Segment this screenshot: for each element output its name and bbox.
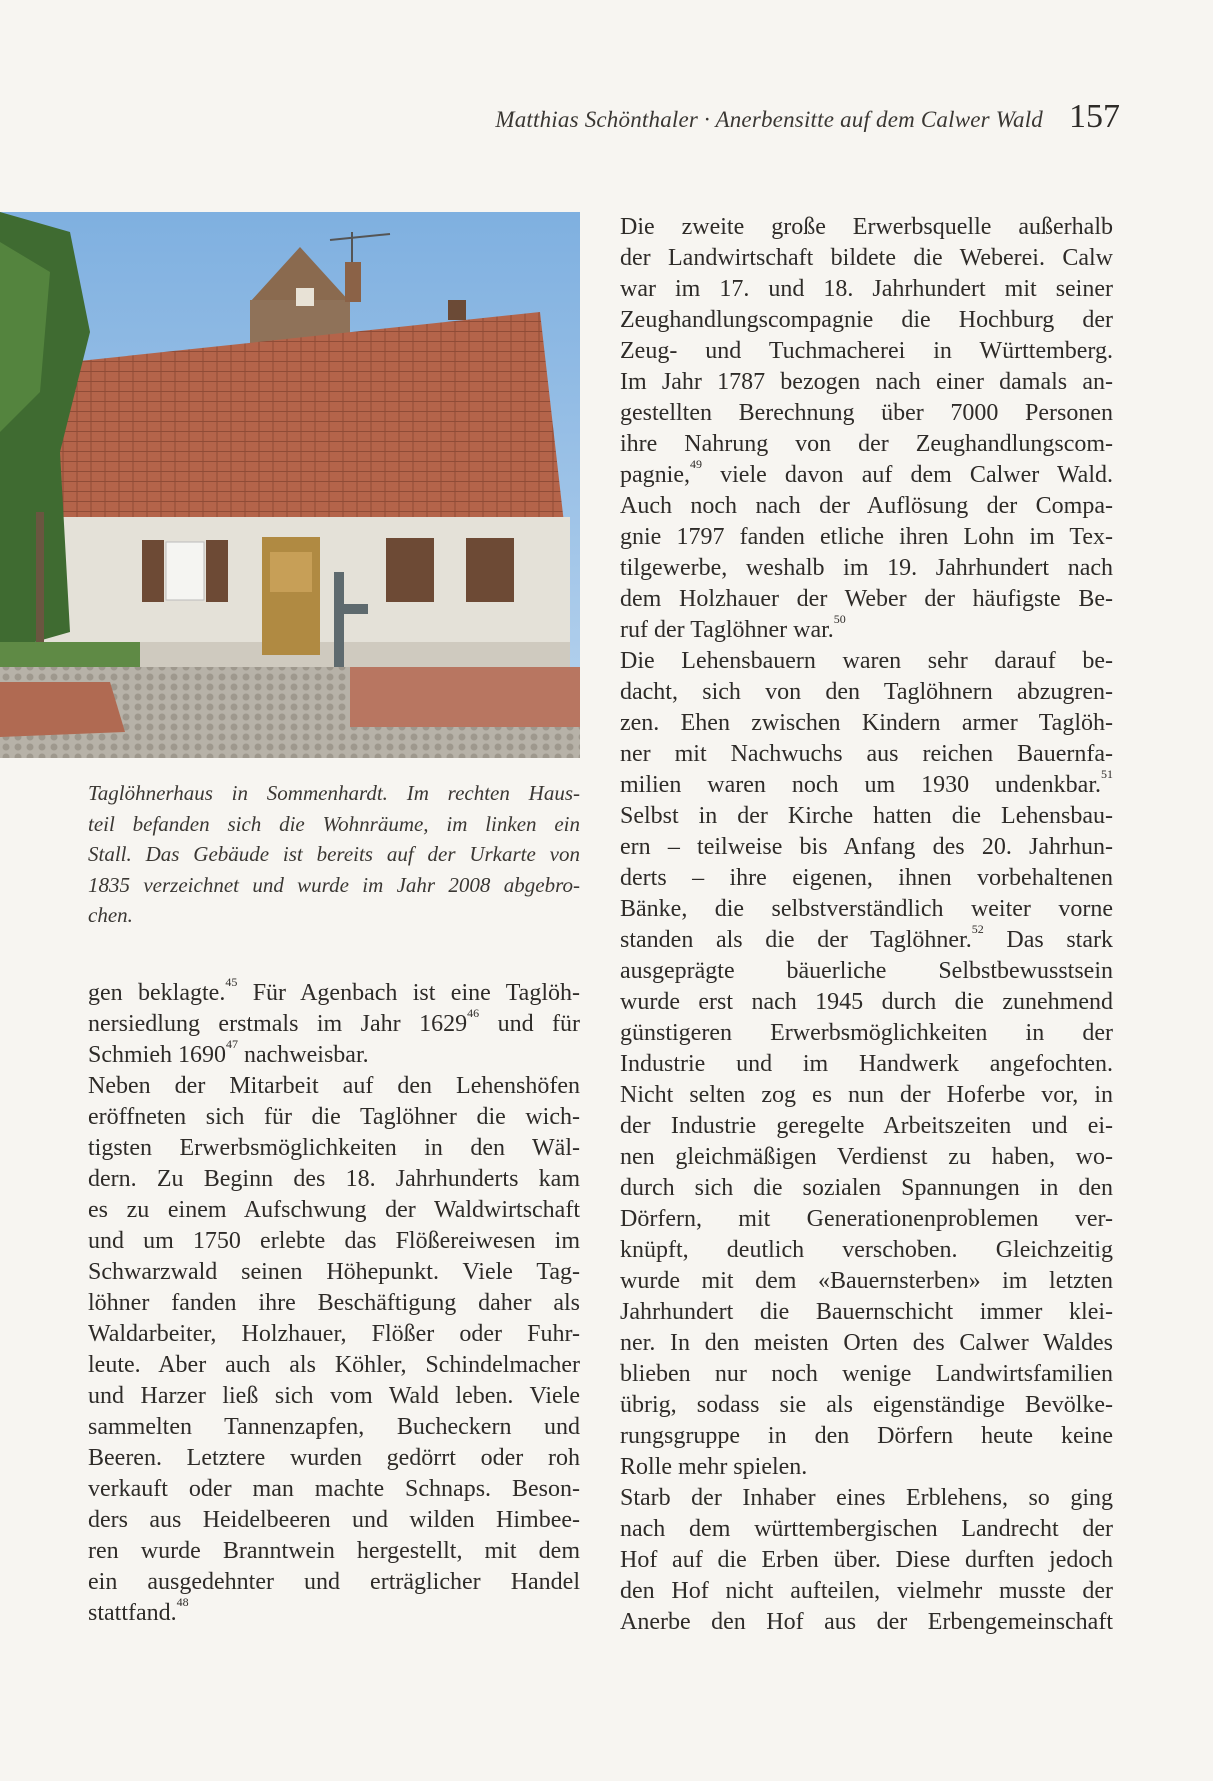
- running-header: [440, 98, 1120, 136]
- text-line: [620, 491, 1113, 522]
- text-line: [620, 1235, 1113, 1266]
- footnote-marker: 45: [225, 975, 238, 989]
- line-text: nen gleichmäßigen Verdienst zu haben, wo-: [620, 1144, 1113, 1170]
- line-text: ern – teilweise bis Anfang des 20. Jahrhun-: [620, 834, 1113, 860]
- text-line: [620, 1266, 1113, 1297]
- text-line: [88, 1381, 580, 1412]
- line-text: Beeren. Letztere wurden gedörrt oder roh: [88, 1445, 580, 1471]
- line-text: den Hof nicht aufteilen, vielmehr musste der: [620, 1578, 1113, 1604]
- line-text: Neben der Mitarbeit auf den Lehenshöfen: [88, 1073, 580, 1099]
- line-text: blieben nur noch wenige Landwirtsfamilien: [620, 1361, 1113, 1387]
- text-line: [620, 801, 1113, 832]
- footnote-marker: 50: [833, 612, 846, 626]
- footnote-marker: 47: [226, 1037, 238, 1051]
- text-line: [88, 1071, 580, 1102]
- line-text-tail: viele davon auf dem Calwer Wald.: [701, 462, 1113, 488]
- line-text: Anerbe den Hof aus der Erbengemeinschaft: [620, 1609, 1113, 1635]
- line-text: ausgeprägte bäuerliche Selbstbewusstsein: [620, 958, 1113, 984]
- line-text: Starb der Inhaber eines Erblehens, so ging: [620, 1485, 1113, 1511]
- line-text: und Harzer ließ sich vom Wald leben. Viele: [88, 1383, 580, 1409]
- text-line: [620, 1080, 1113, 1111]
- line-text: Waldarbeiter, Holzhauer, Flößer oder Fuhr-: [88, 1321, 580, 1347]
- text-line: [620, 1607, 1113, 1638]
- line-text: nersiedlung erstmals im Jahr 1629: [88, 1011, 468, 1037]
- text-line: [88, 1037, 580, 1071]
- footnote-marker: 51: [1101, 767, 1113, 781]
- line-text: Rolle mehr spielen.: [620, 1454, 808, 1480]
- line-text-tail: und für: [479, 1011, 581, 1037]
- line-text: Die zweite große Erwerbsquelle außerhalb: [620, 214, 1113, 240]
- text-line: [620, 1421, 1113, 1452]
- text-line: [620, 212, 1113, 243]
- line-text: ner mit Nachwuchs aus reichen Bauernfa-: [620, 741, 1113, 767]
- line-text: eröffneten sich für die Taglöhner die wich-: [88, 1104, 580, 1130]
- line-text: ein ausgedehnter und erträglicher Handel: [88, 1569, 580, 1595]
- text-line: [620, 1328, 1113, 1359]
- line-text-tail: Das stark: [983, 927, 1113, 953]
- text-line: [620, 1576, 1113, 1607]
- text-line: [620, 1514, 1113, 1545]
- text-line: [88, 1595, 580, 1629]
- text-line: [88, 1567, 580, 1598]
- text-line: [88, 1474, 580, 1505]
- text-line: [620, 1545, 1113, 1576]
- text-line: [88, 1226, 580, 1257]
- caption-line: 1835 verzeichnet und wurde im Jahr 2008 abgebro-: [88, 872, 580, 897]
- line-text: Selbst in der Kirche hatten die Lehensbau-: [620, 803, 1113, 829]
- text-line: [88, 1006, 581, 1040]
- left-column-text: [88, 975, 581, 1629]
- line-text: Auch noch nach der Auflösung der Compa-: [620, 493, 1113, 519]
- text-line: [88, 975, 580, 1009]
- figure-caption: [88, 778, 580, 931]
- line-text: ren wurde Branntwein hergestellt, mit dem: [88, 1538, 580, 1564]
- text-line: [620, 739, 1113, 770]
- text-line: [88, 1319, 580, 1350]
- line-text: zen. Ehen zwischen Kindern armer Taglöh-: [620, 710, 1113, 736]
- footnote-marker: 48: [176, 1595, 189, 1609]
- text-line: [620, 1483, 1113, 1514]
- text-line: [620, 398, 1113, 429]
- text-line: [620, 457, 1113, 491]
- page-number: 157: [1069, 98, 1120, 135]
- text-line: [620, 429, 1113, 460]
- text-line: [620, 612, 1113, 646]
- line-text: gestellten Berechnung über 7000 Personen: [620, 400, 1113, 426]
- line-text: es zu einem Aufschwung der Waldwirtschaft: [88, 1197, 580, 1223]
- text-line: [620, 922, 1113, 956]
- line-text: Zeughandlungscompagnie die Hochburg der: [620, 307, 1113, 333]
- house-photo: [0, 212, 580, 758]
- line-text: leute. Aber auch als Köhler, Schindelmacher: [88, 1352, 580, 1378]
- line-text: war im 17. und 18. Jahrhundert mit seiner: [620, 276, 1113, 302]
- text-line: [620, 956, 1113, 987]
- line-text: durch sich die sozialen Spannungen in den: [620, 1175, 1113, 1201]
- footnote-marker: 46: [467, 1006, 480, 1020]
- right-column-text: [620, 212, 1113, 1638]
- line-text: dem Holzhauer der Weber der häufigste Be-: [620, 586, 1113, 612]
- line-text: dern. Zu Beginn des 18. Jahrhunderts kam: [88, 1166, 580, 1192]
- text-line: [620, 336, 1113, 367]
- line-text: Jahrhundert die Bauernschicht immer klei-: [620, 1299, 1113, 1325]
- line-text: übrig, sodass sie als eigenständige Bevölke-: [620, 1392, 1113, 1418]
- text-line: [620, 1142, 1113, 1173]
- line-text: günstigeren Erwerbsmöglichkeiten in der: [620, 1020, 1113, 1046]
- line-text: milien waren noch um 1930 undenkbar.: [620, 772, 1101, 798]
- line-text: ihre Nahrung von der Zeughandlungscom-: [620, 431, 1113, 457]
- line-text: gnie 1797 fanden etliche ihren Lohn im Tex-: [620, 524, 1113, 550]
- text-line: [620, 305, 1113, 336]
- line-text: dacht, sich von den Taglöhnern abzugren-: [620, 679, 1113, 705]
- line-text: Zeug- und Tuchmacherei in Württemberg.: [620, 338, 1113, 364]
- text-line: [620, 1359, 1113, 1390]
- text-line: [620, 1049, 1113, 1080]
- text-line: [620, 1173, 1113, 1204]
- line-text: der Landwirtschaft bildete die Weberei. Calw: [620, 245, 1113, 271]
- text-line: [88, 1102, 580, 1133]
- line-text: verkauft oder man machte Schnaps. Beson-: [88, 1476, 580, 1502]
- text-line: [88, 1164, 580, 1195]
- line-text: Industrie und im Handwerk angefochten.: [620, 1051, 1113, 1077]
- footnote-marker: 52: [971, 922, 984, 936]
- text-line: [88, 1412, 580, 1443]
- line-text: und um 1750 erlebte das Flößereiwesen im: [88, 1228, 580, 1254]
- text-line: [620, 584, 1113, 615]
- line-text: tigsten Erwerbsmöglichkeiten in den Wäl-: [88, 1135, 580, 1161]
- running-title: Matthias Schönthaler · Anerbensitte auf dem Calwer Wald: [495, 107, 1043, 132]
- line-text: sammelten Tannenzapfen, Bucheckern und: [88, 1414, 580, 1440]
- caption-line: Taglöhnerhaus in Sommenhardt. Im rechten Haus-: [88, 781, 580, 805]
- text-line: [620, 522, 1113, 553]
- text-line: [620, 1111, 1113, 1142]
- line-text: Schmieh 1690: [88, 1042, 226, 1068]
- text-line: [620, 677, 1113, 708]
- line-text: stattfand.: [88, 1600, 177, 1626]
- footnote-marker: 49: [689, 457, 702, 471]
- text-line: [88, 1350, 580, 1381]
- line-text: standen als die der Taglöhner.: [620, 927, 972, 953]
- text-line: [88, 1257, 580, 1288]
- text-line: [88, 1195, 580, 1226]
- line-text: der Industrie geregelte Arbeitszeiten und ei-: [620, 1113, 1113, 1139]
- text-line: [620, 1018, 1113, 1049]
- caption-line: teil befanden sich die Wohnräume, im linken ein: [88, 811, 580, 836]
- line-text: knüpft, deutlich verschoben. Gleichzeitig: [620, 1237, 1113, 1263]
- text-line: [88, 1443, 580, 1474]
- line-text: pagnie,: [620, 462, 690, 488]
- text-line: [620, 553, 1113, 584]
- line-text: Die Lehensbauern waren sehr darauf be-: [620, 648, 1113, 674]
- text-line: [620, 1297, 1113, 1328]
- line-text: tilgewerbe, weshalb im 19. Jahrhundert nach: [620, 555, 1113, 581]
- caption-line: Stall. Das Gebäude ist bereits auf der Urkarte von: [88, 842, 580, 866]
- line-text: Nicht selten zog es nun der Hoferbe vor, in: [620, 1082, 1113, 1108]
- line-text: ders aus Heidelbeeren und wilden Himbee-: [88, 1507, 580, 1533]
- line-text: löhner fanden ihre Beschäftigung daher als: [88, 1290, 580, 1316]
- line-text: gen beklagte.: [88, 980, 226, 1006]
- line-text: nach dem württembergischen Landrecht der: [620, 1516, 1113, 1542]
- text-line: [620, 1390, 1113, 1421]
- line-text: rungsgruppe in den Dörfern heute keine: [620, 1423, 1113, 1449]
- text-line: [620, 646, 1113, 677]
- line-text: Hof auf die Erben über. Diese durften jedoch: [620, 1547, 1113, 1573]
- line-text: wurde mit dem «Bauernsterben» im letzten: [620, 1268, 1113, 1294]
- line-text: Im Jahr 1787 bezogen nach einer damals an-: [620, 369, 1113, 395]
- text-line: [620, 1452, 1113, 1483]
- text-line: [620, 708, 1113, 739]
- line-text: Dörfern, mit Generationenproblemen ver-: [620, 1206, 1113, 1232]
- text-line: [620, 1204, 1113, 1235]
- text-line: [620, 274, 1113, 305]
- text-line: [620, 832, 1113, 863]
- line-text: derts – ihre eigenen, ihnen vorbehaltenen: [620, 865, 1113, 891]
- line-text: wurde erst nach 1945 durch die zunehmend: [620, 989, 1113, 1015]
- line-text-tail: Für Agenbach ist eine Taglöh-: [237, 980, 580, 1006]
- text-line: [620, 987, 1113, 1018]
- line-text: Bänke, die selbstverständlich weiter vorne: [620, 896, 1113, 922]
- text-line: [620, 863, 1113, 894]
- line-text: ruf der Taglöhner war.: [620, 617, 834, 643]
- text-line: [88, 1133, 580, 1164]
- text-line: [620, 243, 1113, 274]
- text-line: [620, 367, 1113, 398]
- line-text: ner. In den meisten Orten des Calwer Waldes: [620, 1330, 1113, 1356]
- text-line: [620, 894, 1113, 925]
- house-illustration: [0, 212, 580, 758]
- text-line: [88, 1288, 580, 1319]
- text-line: [88, 1536, 580, 1567]
- caption-line: chen.: [88, 903, 133, 927]
- line-text: Schwarzwald seinen Höhepunkt. Viele Tag-: [88, 1259, 580, 1285]
- text-line: [620, 767, 1113, 801]
- text-line: [88, 1505, 580, 1536]
- line-text-tail: nachweisbar.: [238, 1042, 369, 1068]
